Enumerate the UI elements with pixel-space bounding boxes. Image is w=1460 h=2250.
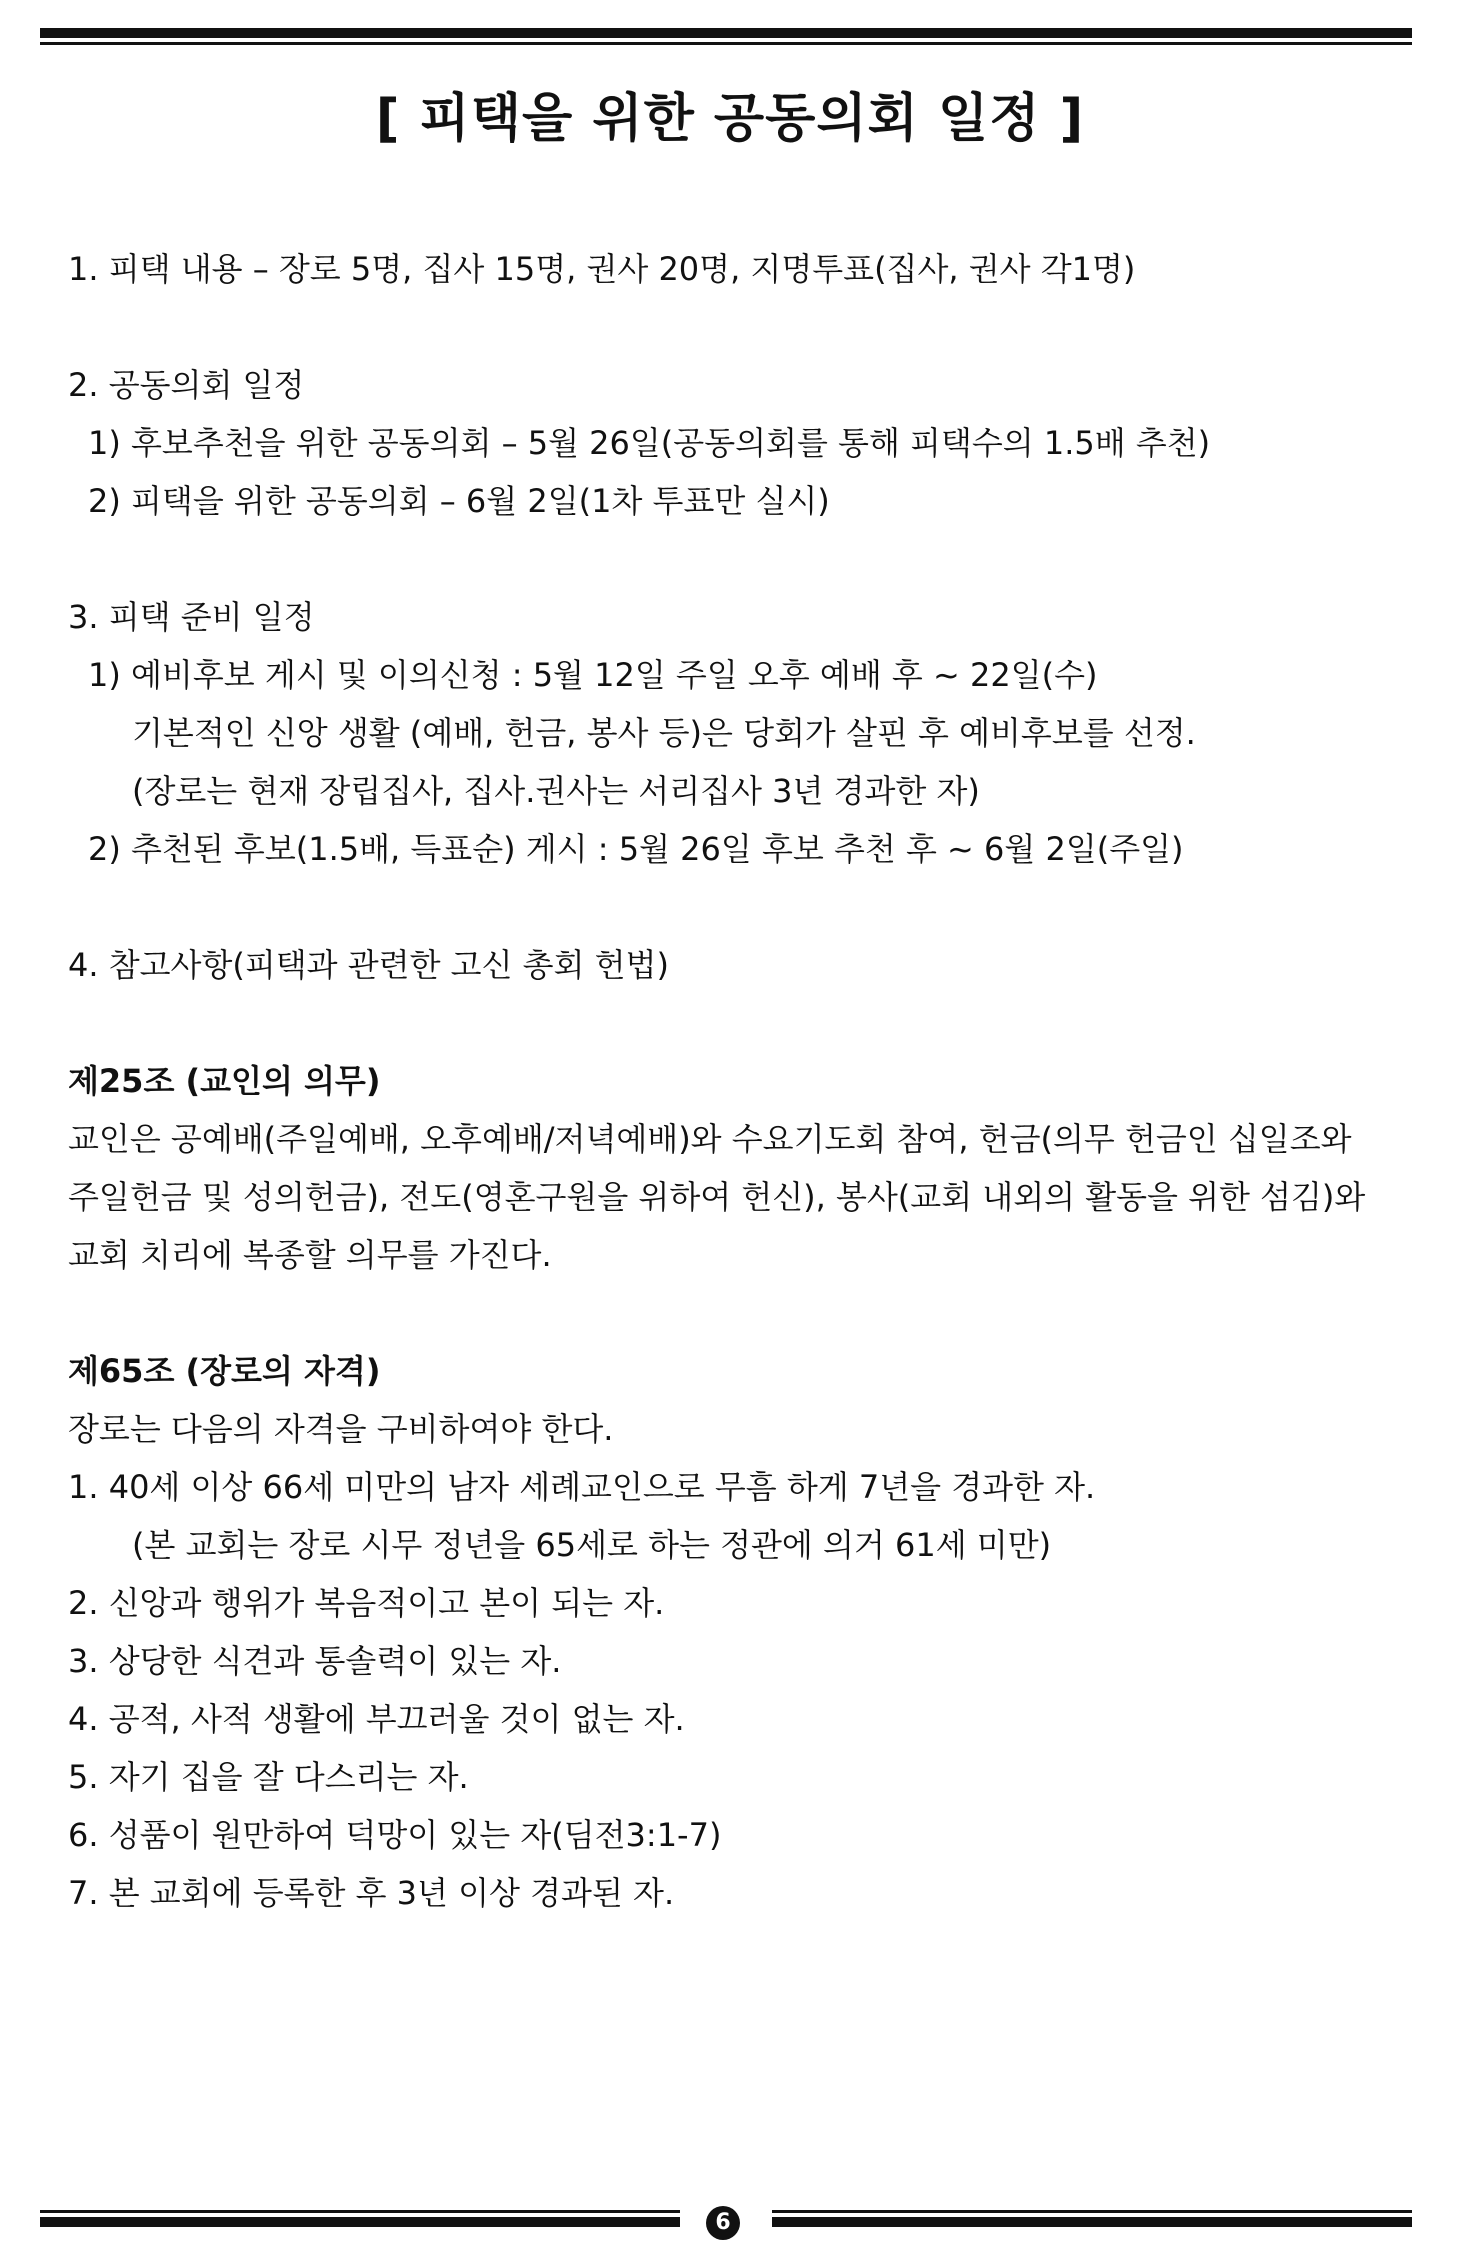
article-65-item: 6. 성품이 원만하여 덕망이 있는 자(딤전3:1-7)	[68, 1816, 722, 1854]
article-65-item: 7. 본 교회에 등록한 후 3년 이상 경과된 자.	[68, 1874, 675, 1912]
spacer	[68, 298, 1408, 356]
article-65-note: (본 교회는 장로 시무 정년을 65세로 하는 정관에 의거 61세 미만)	[132, 1526, 1052, 1564]
article-25-heading: 제25조 (교인의 의무)	[68, 1062, 381, 1100]
spacer	[68, 878, 1408, 936]
article-65-intro: 장로는 다음의 자격을 구비하여야 한다.	[68, 1410, 614, 1448]
article-65-item: 1. 40세 이상 66세 미만의 남자 세례교인으로 무흠 하게 7년을 경과한 자.	[68, 1468, 1096, 1506]
section-3-detail: 기본적인 신앙 생활 (예배, 헌금, 봉사 등)은 당회가 살핀 후 예비후보를 선정.	[132, 714, 1196, 752]
top-border-rule	[40, 28, 1412, 48]
bottom-rule-right	[772, 2206, 1412, 2234]
article-65-heading: 제65조 (장로의 자격)	[68, 1352, 381, 1390]
spacer	[68, 1284, 1408, 1342]
spacer	[68, 530, 1408, 588]
document-body	[68, 240, 1408, 1922]
article-25-text-line: 교인은 공예배(주일예배, 오후예배/저녁예배)와 수요기도회 참여, 헌금(의무 헌금인 십일조와	[68, 1120, 1352, 1158]
section-3-heading: 3. 피택 준비 일정	[68, 598, 315, 636]
bottom-thick-line	[772, 2217, 1412, 2227]
top-thin-line	[40, 42, 1412, 45]
page-title: [ 피택을 위한 공동의회 일정 ]	[375, 89, 1085, 149]
bottom-rule-left	[40, 2206, 680, 2234]
section-2-item: 2) 피택을 위한 공동의회 – 6월 2일(1차 투표만 실시)	[88, 482, 830, 520]
article-65-item: 4. 공적, 사적 생활에 부끄러울 것이 없는 자.	[68, 1700, 685, 1738]
article-25-text-line: 교회 치리에 복종할 의무를 가진다.	[68, 1236, 552, 1274]
bottom-border-rule	[40, 2206, 1412, 2234]
bottom-thin-line	[40, 2210, 680, 2213]
section-1-line: 1. 피택 내용 – 장로 5명, 집사 15명, 권사 20명, 지명투표(집사, 권사 각1명)	[68, 250, 1136, 288]
section-2-item: 1) 후보추천을 위한 공동의회 – 5월 26일(공동의회를 통해 피택수의 1.5배 추천)	[88, 424, 1211, 462]
article-65-item: 5. 자기 집을 잘 다스리는 자.	[68, 1758, 469, 1796]
section-3-detail: (장로는 현재 장립집사, 집사.권사는 서리집사 3년 경과한 자)	[132, 772, 980, 810]
bottom-thick-line	[40, 2217, 680, 2227]
page-number-badge: 6	[706, 2206, 740, 2240]
section-3-item: 1) 예비후보 게시 및 이의신청 : 5월 12일 주일 오후 예배 후 ~ 22일(수)	[88, 656, 1098, 694]
article-65-item: 2. 신앙과 행위가 복음적이고 본이 되는 자.	[68, 1584, 665, 1622]
top-thick-line	[40, 28, 1412, 38]
section-4-line: 4. 참고사항(피택과 관련한 고신 총회 헌법)	[68, 946, 669, 984]
section-3-item: 2) 추천된 후보(1.5배, 득표순) 게시 : 5월 26일 후보 추천 후 ~ 6월 2일(주일)	[88, 830, 1184, 868]
spacer	[68, 994, 1408, 1052]
article-65-item: 3. 상당한 식견과 통솔력이 있는 자.	[68, 1642, 562, 1680]
bottom-thin-line	[772, 2210, 1412, 2213]
article-25-text-line: 주일헌금 및 성의헌금), 전도(영혼구원을 위하여 헌신), 봉사(교회 내외의 활동을 위한 섬김)와	[68, 1178, 1366, 1216]
section-2-heading: 2. 공동의회 일정	[68, 366, 305, 404]
